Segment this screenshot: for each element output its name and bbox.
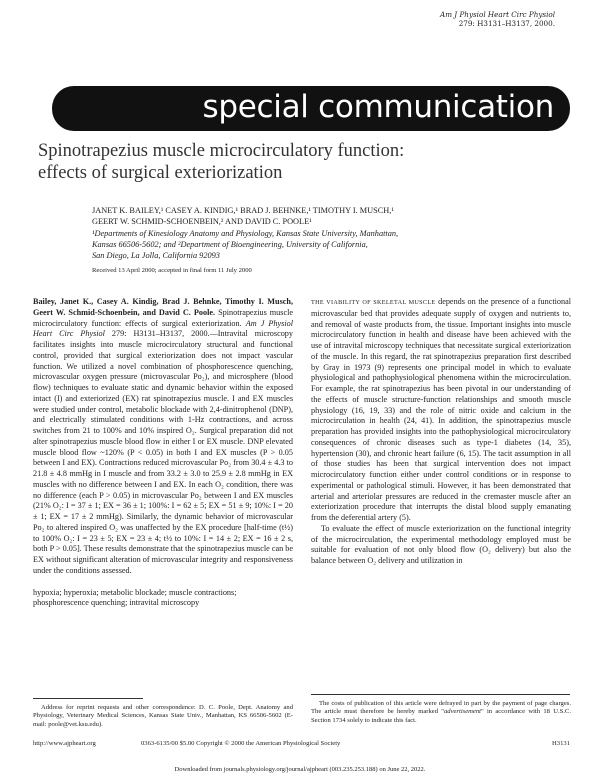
footnote-text: " in accordance with 18 U.S.C. Section 1734 solely to indicate this fact. <box>311 708 571 724</box>
section-banner-label: special communication <box>202 89 554 125</box>
author-block <box>92 205 562 261</box>
abstract-authors: Bailey, Janet K., Casey A. Kindig, Brad J. Behnke, Timothy I. Musch, Geert W. Schmid-Schoenbein, and David C. Poole. <box>33 297 293 317</box>
correspondence-footnote: Address for reprint requests and other correspondence: D. C. Poole, Dept. Anatomy and Physiology, Veterinary Medical Sciences, Kansas State Univ., Manhattan, KS 66506-5602 (E-mail: poole@vet.ksu.edu). <box>33 704 293 728</box>
download-note: Downloaded from journals.physiology.org/journal/ajpheart (003.235.253.188) on June 22, 2022. <box>174 766 426 773</box>
journal-name: Am J Physiol Heart Circ Physiol <box>440 10 555 19</box>
author-names: GEERT W. SCHMID-SCHOENBEIN,² AND DAVID C. POOLE¹ <box>92 217 312 227</box>
introduction-column <box>311 297 571 567</box>
intro-paragraph <box>311 297 571 524</box>
intro-text: depends on the presence of a functional microvascular bed that provides adequate supply of oxygen and nutrients to, and removal of waste products from, the tissue. Important insights into muscle microcirculatory function in health and disease have been achieved with the use of intravital microscopy techniques that necessitate surgical exteriorization of the muscle. In this regard, the rat spinotrapezius preparation first described by Gray in 1973 (9) represents one principal model in which to evaluate physiological and pathophysiological phenomena within the microcirculation. For example, the rat spinotrapezius has been pivotal in our understanding of the effects of muscle structure-function relationships and smooth muscle physiology (16, 19, 33) and the role of nitric oxide and calcium in the microcirculation in health (24, 41). In addition, the spinotrapezius muscle preparation has provided insights into the pathophysiological microcirculatory consequences of chronic diseases such as type-1 diabetes (14, 35), hypertension (30), and chronic heart failure (6, 15). The tacit assumption in all of those studies has been that surgical intervention does not impact microcirculatory function either under control conditions or in response to experimental or pathological stimuli. However, it has been demonstrated that arterial and arteriolar pressures are reduced in the cremaster muscle after an exteriorization procedure that interrupts the distal blood supply emanating from the deferential artery (5). <box>311 297 571 522</box>
article-title-line: effects of surgical exteriorization <box>38 163 283 183</box>
page-number: H3131 <box>552 740 570 747</box>
journal-url-link[interactable]: http://www.ajpheart.org <box>33 740 96 747</box>
author-names: JANET K. BAILEY,¹ CASEY A. KINDIG,¹ BRAD J. BEHNKE,¹ TIMOTHY I. MUSCH,¹ <box>92 206 394 215</box>
article-title-line: Spinotrapezius muscle microcirculatory function: <box>38 141 405 161</box>
keywords: hypoxia; hyperoxia; metabolic blockade; muscle contractions; phosphorescence quenching; intravital microscopy <box>33 587 237 608</box>
intro-paragraph: To evaluate the effect of muscle exteriorization on the functional integrity of the microcirculation, the experimental methodology employed must be suitable for evaluation of not only blood flow (O₂ delivery) but also the balance between O₂ delivery and utilization in <box>311 523 571 565</box>
footnote-emphasis: advertisement <box>443 708 481 716</box>
intro-lead-caps: THE VIABILITY OF SKELETAL MUSCLE <box>311 299 436 306</box>
footnote-text: The costs of publication of this article were defrayed in part by the payment of page charges. The article must therefore be hereby marked " <box>311 700 571 716</box>
journal-citation <box>440 10 555 28</box>
affiliation: San Diego, La Jolla, California 92093 <box>92 251 220 261</box>
footnote-divider <box>33 698 143 699</box>
abstract <box>33 297 293 577</box>
abstract-column <box>33 297 293 609</box>
affiliation: ¹Departments of Kinesiology Anatomy and Physiology, Kansas State University, Manhattan, <box>92 228 399 238</box>
article-title <box>38 140 558 184</box>
journal-volume-pages: 279: H3131–H3137, 2000. <box>458 19 555 28</box>
received-dates: Received 13 April 2000; accepted in final form 11 July 2000 <box>92 267 252 274</box>
abstract-title: Spinotrapezius muscle microcirculatory function: effects of surgical exteriorization. <box>33 307 293 328</box>
abstract-body: 279: H3131–H3137, 2000.—Intravital microscopy facilitates insights into muscle microcirculatory structural and functional control, provided that surgical exteriorization does not impact vascular function. We utilized a novel combination of phosphorescence quenching, microvascular oxygen pressure (microvascular Po₂), and microsphere (blood flow) techniques to evaluate static and dynamic behavior within the exposed intact (I) and exteriorized (EX) rat spinotrapezius muscle. I and EX muscles were studied under control, metabolic blockade with 2,4-dinitrophenol (DNP), and electrically stimulated conditions with 1-Hz contractions, and across switches from 21 to 100% and 10% inspired O₂. Surgical preparation did not alter spinotrapezius muscle blood flow in either I or EX muscle. DNP elevated muscle blood flow ~120% (P < 0.05) in both I and EX muscles (P > 0.05 between I and EX). Contractions reduced microvascular Po₂ from 30.4 ± 4.3 to 21.8 ± 4.8 mmHg in I muscle and from 33.2 ± 3.0 to 25.9 ± 2.8 mmHg in EX muscles with no difference between I and EX. In each O₂ condition, there was no difference (each P > 0.05) in microvascular Po₂ between I and EX muscles (21% O₂: I = 37 ± 1; EX = 36 ± 1; 100%: I = 62 ± 5; EX = 51 ± 9; 10%: I = 20 ± 1; EX = 17 ± 2 mmHg). Similarly, the dynamic behavior of microvascular Po₂ to altered inspired O₂ was unaffected by the EX procedure [half-time (t½) to 100% O₂: I = 23 ± 5; EX = 23 ± 4; t½ to 10%: I = 14 ± 2; EX = 16 ± 2 s, both P > 0.05]. These results demonstrate that the spinotrapezius muscle can be EX without significant alteration of microvascular integrity and responsiveness under the conditions assessed. <box>33 329 293 575</box>
footnote-divider <box>311 694 570 695</box>
section-banner <box>52 86 570 131</box>
affiliation: Kansas 66506-5602; and ²Department of Bioengineering, University of California, <box>92 239 368 249</box>
abstract-journal: Am J Physiol Heart Circ Physiol <box>33 318 293 339</box>
publication-cost-footnote <box>311 700 571 725</box>
copyright: 0363-6135/00 $5.00 Copyright © 2000 the American Physiological Society <box>141 740 341 747</box>
